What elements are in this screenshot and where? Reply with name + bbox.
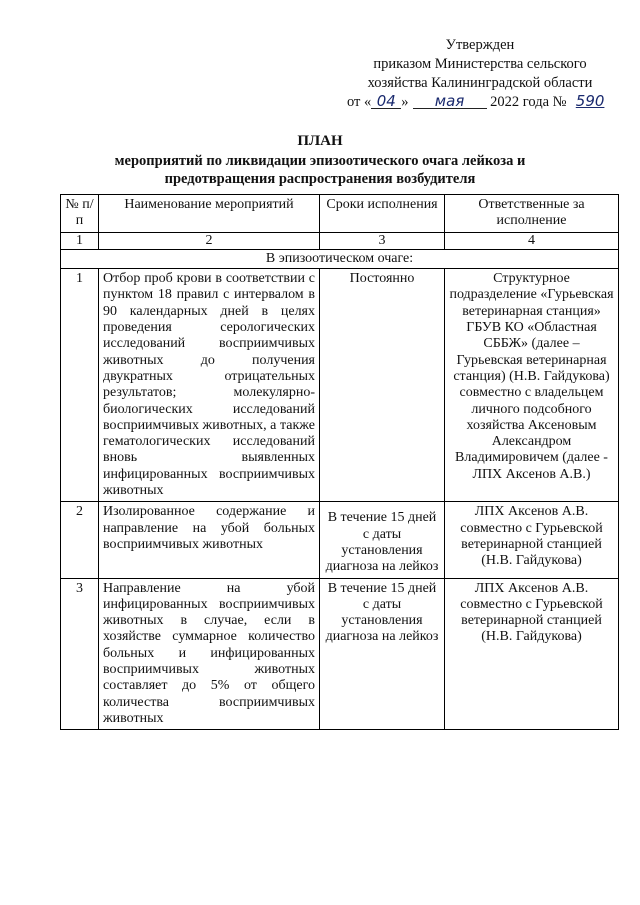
row-num: 3 [61, 578, 99, 730]
title-line1: мероприятий по ликвидации эпизоотического очага лейкоза и [114, 153, 526, 169]
table-header-row [61, 195, 619, 233]
row-term: Постоянно [320, 269, 445, 502]
section-label: В эпизоотическом очаге: [61, 249, 619, 268]
approval-line1: Утвержден [445, 37, 515, 53]
index-cell: 1 [61, 232, 99, 249]
approval-block [345, 36, 615, 112]
row-term: В течение 15 дней с даты установления диагноза на лейкоз [320, 578, 445, 730]
title-plan: ПЛАН [297, 133, 343, 149]
table-row [61, 502, 619, 578]
row-measure: Отбор проб крови в соответствии с пунктом 18 правил с интервалом в 90 календарных дней в целях проведения серологических исследований восприимчивых животных до получения двукратных отрицательных результатов; молекулярно-биологических исследований восприимчивых животных, а также гематологических исследований вновь выявленных инфицированных восприимчивых животных [99, 269, 320, 502]
index-cell: 2 [99, 232, 320, 249]
handwritten-day: 04 [371, 94, 401, 109]
header-name: Наименование мероприятий [99, 195, 320, 233]
date-year: 2022 года № [490, 94, 567, 110]
index-cell: 4 [445, 232, 619, 249]
handwritten-month: мая [413, 94, 487, 109]
row-responsible: ЛПХ Аксенов А.В. совместно с Гурьевской ветеринарной станцией (Н.В. Гайдукова) [445, 502, 619, 578]
header-resp: Ответственные за исполнение [445, 195, 619, 233]
row-responsible: ЛПХ Аксенов А.В. совместно с Гурьевской ветеринарной станцией (Н.В. Гайдукова) [445, 578, 619, 730]
date-prefix: от « [347, 94, 372, 110]
table-section-row [61, 249, 619, 268]
header-num: № п/п [61, 195, 99, 233]
approval-line2: приказом Министерства сельского [373, 56, 587, 72]
row-num: 1 [61, 269, 99, 502]
handwritten-order-number: 590 [575, 92, 605, 110]
row-num: 2 [61, 502, 99, 578]
header-term: Сроки исполнения [320, 195, 445, 233]
row-measure: Направление на убой инфицированных восприимчивых животных в случае, если в хозяйстве суммарное количество больных и инфицированных восприимчивых животных составляет до 5% от общего количества восприимчивых животных [99, 578, 320, 730]
row-measure: Изолированное содержание и направление на убой больных восприимчивых животных [99, 502, 320, 578]
index-cell: 3 [320, 232, 445, 249]
table-index-row [61, 232, 619, 249]
measures-table [60, 194, 619, 730]
title-line2: предотвращения распространения возбудителя [164, 171, 476, 187]
document-title [60, 132, 580, 188]
table-row [61, 269, 619, 502]
approval-date-line [345, 93, 615, 112]
row-responsible: Структурное подразделение «Гурьевская ветеринарная станция» ГБУВ КО «Областная СББЖ» (далее – Гурьевская ветеринарная станция) (Н.В. Гайдукова) совместно с владельцем личного подсобного хозяйства Аксеновым Александром Владимировичем (далее - ЛПХ Аксенов А.В.) [445, 269, 619, 502]
table-row [61, 578, 619, 730]
approval-line3: хозяйства Калининградской области [367, 75, 593, 91]
date-mid: » [401, 94, 409, 110]
row-term: В течение 15 дней с даты установления диагноза на лейкоз [320, 502, 445, 578]
